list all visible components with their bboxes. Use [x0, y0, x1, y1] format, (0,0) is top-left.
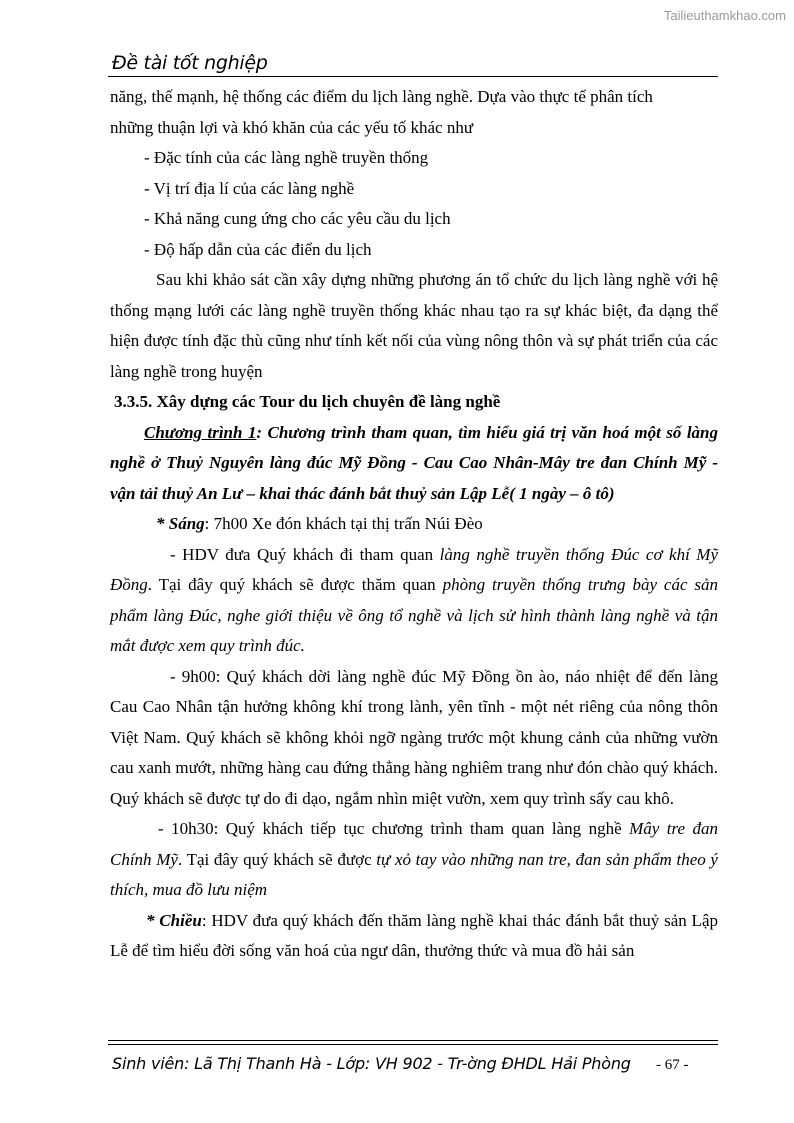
bullet-item: - Vị trí địa lí của các làng nghề: [144, 178, 355, 198]
intro-line-2: những thuận lợi và khó khăn của các yếu tố khác như: [110, 117, 474, 137]
p10-italic-1: Mây tre đan Chính Mỹ: [110, 819, 718, 869]
footer-divider-top: [108, 1040, 718, 1041]
morning-paragraph: [110, 509, 718, 540]
hdv-text-2: . Tại đây quý khách sẽ được thăm quan: [147, 575, 443, 594]
hdv-paragraph: [110, 540, 718, 662]
program-title: [110, 418, 718, 510]
afternoon-paragraph: [110, 906, 718, 967]
page-header-title: Đề tài tốt nghiệp: [112, 52, 268, 74]
watermark: Tailieuthamkhao.com: [663, 8, 786, 23]
p10-text-1: - 10h30: Quý khách tiếp tục chương trình tham quan làng nghề: [158, 819, 630, 838]
bullet-item: - Đặc tính của các làng nghề truyền thống: [144, 148, 429, 167]
header-divider: [108, 76, 718, 77]
footer-divider-bottom: [108, 1044, 718, 1045]
footer-text: Sinh viên: Lã Thị Thanh Hà - Lớp: VH 902 - Tr-ờng ĐHDL Hải Phòng: [112, 1054, 631, 1073]
p10-italic-2: tự xỏ tay vào những nan tre, đan sản phẩm theo ý thích, mua đồ lưu niệm: [110, 849, 718, 899]
hdv-text-1: - HDV đưa Quý khách đi tham quan: [170, 544, 440, 564]
morning-text: : 7h00 Xe đón khách tại thị trấn Núi Đèo: [204, 514, 483, 533]
ten-thirty-paragraph: [110, 814, 718, 906]
page-number: - 67 -: [656, 1057, 689, 1073]
nine-am-paragraph: - 9h00: Quý khách dời làng nghề đúc Mỹ Đồng ồn ào, náo nhiệt để đến làng Cau Cao Nhân tận hưởng không khí trong lành, yên tĩnh - một nét riêng của nông thôn Việt Nam. Quý khách sẽ không khỏi ngỡ ngàng trước một khung cảnh của những vườn cau xanh mướt, những hàng cau đứng thẳng hàng nghiêm trang như đón chào quý khách. Quý khách sẽ được tự do đi dạo, ngắm nhìn miệt vườn, xem quy trình sấy cau khô.: [110, 666, 718, 808]
morning-label: * Sáng: [156, 514, 205, 533]
document-body: [110, 82, 718, 967]
program-label: Chương trình 1: [144, 422, 257, 442]
bullet-item: - Khả năng cung ứng cho các yêu cầu du lịch: [144, 209, 451, 228]
intro-line-1: năng, thế mạnh, hệ thống các điểm du lịch làng nghề. Dựa vào thực tế phân tích: [110, 87, 653, 106]
hdv-italic-1: làng nghề truyền thống Đúc cơ khí Mỹ Đồng: [110, 544, 718, 594]
bullet-item: - Độ hấp dẫn của các điển du lịch: [144, 239, 372, 259]
program-title-text: : Chương trình tham quan, tìm hiểu giá trị văn hoá một số làng nghề ở Thuỷ Nguyên làng đúc Mỹ Đồng - Cau Cao Nhân-Mây tre đan Chính Mỹ - vận tải thuỷ An Lư – khai thác đánh bắt thuỷ sản Lập Lễ( 1 ngày – ô tô): [110, 422, 719, 503]
afternoon-label: * Chiều: [146, 910, 202, 930]
survey-paragraph: Sau khi khảo sát cần xây dựng những phương án tổ chức du lịch làng nghề với hệ thống mạng lưới các làng nghề truyền thống khác nhau tạo ra sự khác biệt, đa dạng thể hiện được tính đặc thù cũng như tính kết nối của vùng nông thôn và sự phát triển của các làng nghề trong huyện: [110, 270, 718, 381]
section-heading: 3.3.5. Xây dựng các Tour du lịch chuyên đề làng nghề: [114, 392, 501, 411]
afternoon-text: : HDV đưa quý khách đến thăm làng nghề khai thác đánh bắt thuỷ sản Lập Lễ để tìm hiểu đời sống văn hoá của ngư dân, thưởng thức và mua đồ hải sản: [110, 910, 718, 960]
hdv-italic-2: phòng truyền thống trưng bày các sản phẩm làng Đúc, nghe giới thiệu về ông tổ nghề và lịch sử hình thành làng nghề và tận mắt được xem quy trình đúc.: [110, 575, 719, 655]
p10-text-2: . Tại đây quý khách sẽ được: [177, 849, 377, 869]
